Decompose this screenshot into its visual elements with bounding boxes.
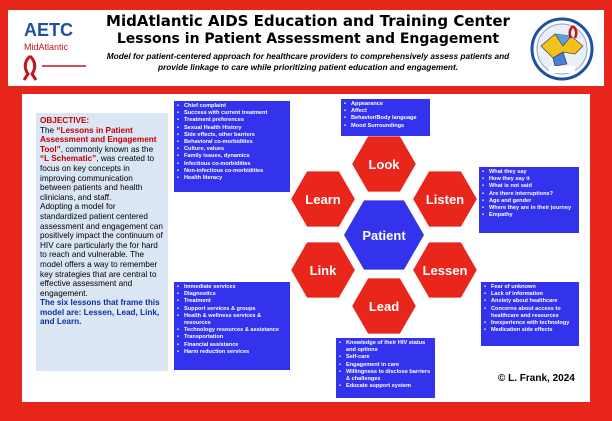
- listen-item: • Where they are in their journey: [482, 205, 576, 212]
- lessen-item: • Inexperience with technology: [484, 320, 576, 327]
- lessen-item: • Concerns about access to healthcare and resources: [484, 306, 576, 320]
- listen-item: • What is not said: [482, 183, 576, 190]
- aetc-logo: [20, 18, 90, 78]
- learn-item: • Culture, values: [177, 146, 287, 153]
- listen-item: • Age and gender: [482, 198, 576, 205]
- hex-learn: [290, 170, 356, 227]
- hex-label: Learn: [305, 192, 341, 207]
- listen-item: • Empathy: [482, 212, 576, 219]
- learn-item: • Family issues, dynamics: [177, 153, 287, 160]
- red-ribbon-icon: [20, 52, 90, 82]
- objective-text-c: , was created to focus on key concepts in improving communication between patients and health clinicians, and staff.: [40, 154, 155, 202]
- look-item: • Appearance: [344, 101, 427, 108]
- look-item: • Affect: [344, 108, 427, 115]
- hex-lessen: [412, 241, 478, 298]
- page-title: MidAtlantic AIDS Education and Training Center: [106, 12, 510, 30]
- hex-look: [351, 135, 417, 192]
- link-item: • Health & wellness services & resources: [177, 313, 287, 327]
- objective-text-b: , commonly known as the: [60, 144, 154, 154]
- look-item: • Behavior/Body language: [344, 115, 427, 122]
- link-box: [174, 282, 290, 370]
- listen-item: • What they say: [482, 169, 576, 176]
- link-item: • Harm reduction services: [177, 349, 287, 356]
- lead-item: • Willingness to disclose barriers & challenges: [339, 369, 432, 383]
- lead-item: • Educate support system: [339, 383, 432, 390]
- link-item: • Technology resources & assistance: [177, 327, 287, 334]
- learn-item: • Infectious co-morbidities: [177, 161, 287, 168]
- lessen-item: • Medication side effects: [484, 327, 576, 334]
- link-item: • Financial assistance: [177, 342, 287, 349]
- lead-item: • Knowledge of their HIV status and options: [339, 340, 432, 354]
- objective-tool-name: “Lessons in Patient Assessment and Engagement Tool”: [40, 125, 157, 154]
- midatlantic-seal-icon: [527, 16, 597, 82]
- header: [8, 10, 604, 86]
- learn-box: [174, 101, 290, 192]
- logo-subtitle: MidAtlantic: [24, 42, 69, 52]
- hex-listen: [412, 170, 478, 227]
- learn-item: • Success with current treatment: [177, 110, 287, 117]
- hex-label: Lessen: [422, 263, 468, 278]
- learn-item: • Side effects, other barriers: [177, 132, 287, 139]
- link-item: • Diagnostics: [177, 291, 287, 298]
- copyright: © L. Frank, 2024: [498, 373, 575, 384]
- logo-title: AETC: [24, 20, 73, 40]
- lead-item: • Engagement in care: [339, 362, 432, 369]
- link-item: • Immediate services: [177, 284, 287, 291]
- link-item: • Support services & groups: [177, 306, 287, 313]
- patient-center: [344, 200, 424, 269]
- hex-label: Link: [309, 263, 337, 278]
- lessen-box: [481, 282, 579, 346]
- center-label: Patient: [362, 228, 406, 243]
- hex-lead: [351, 277, 417, 334]
- learn-item: • Treatment preferences: [177, 117, 287, 124]
- lead-box: [336, 338, 435, 398]
- l-schematic-diagram: [22, 94, 590, 402]
- page-subtitle: Lessons in Patient Assessment and Engagement: [116, 31, 500, 47]
- learn-item: • Non-infectious co-morbidities: [177, 168, 287, 175]
- lessen-item: • Anxiety about healthcare: [484, 298, 576, 305]
- look-item: • Mood Surroundings: [344, 123, 427, 130]
- hex-label: Lead: [368, 299, 400, 314]
- objective-l-schematic: “L Schematic”: [40, 154, 97, 164]
- description-line-1: Model for patient-centered approach for healthcare providers to comprehensively assess patients and: [106, 51, 510, 61]
- objective-heading: OBJECTIVE:: [40, 116, 90, 125]
- description-line-2: provide linkage to care while prioritizing patient education and engagement.: [157, 62, 459, 72]
- learn-item: • Health literacy: [177, 175, 287, 182]
- learn-item: • Chief complaint: [177, 103, 287, 110]
- learn-item: • Behavioral co-morbidities: [177, 139, 287, 146]
- objective-text-a: The: [40, 125, 57, 135]
- hex-label: Look: [368, 157, 400, 172]
- link-item: • Treatment: [177, 298, 287, 305]
- link-item: • Transportation: [177, 334, 287, 341]
- listen-item: • Are there interruptions?: [482, 191, 576, 198]
- lead-item: • Self-care: [339, 354, 432, 361]
- objective-paragraph-3: The six lessons that frame this model are: Lessen, Lead, Link, and Learn.: [40, 298, 160, 327]
- hex-link: [290, 241, 356, 298]
- model-description: [93, 51, 523, 73]
- lessen-item: • Lack of information: [484, 291, 576, 298]
- look-box: [341, 99, 430, 136]
- objective-paragraph-2: Adopting a model for standardized patient centered assessment and engagement can positively impact the continuum of HIV care particularly the for hard to reach and vulnerable. The model offers a way to remember key strategies that are central to effective assessment and engagement.: [40, 202, 163, 298]
- content-panel: [22, 94, 590, 402]
- listen-item: • How they say it: [482, 176, 576, 183]
- learn-item: • Sexual Health History: [177, 125, 287, 132]
- hex-label: Listen: [425, 192, 465, 207]
- listen-box: [479, 167, 579, 233]
- lessen-item: • Fear of unknown: [484, 284, 576, 291]
